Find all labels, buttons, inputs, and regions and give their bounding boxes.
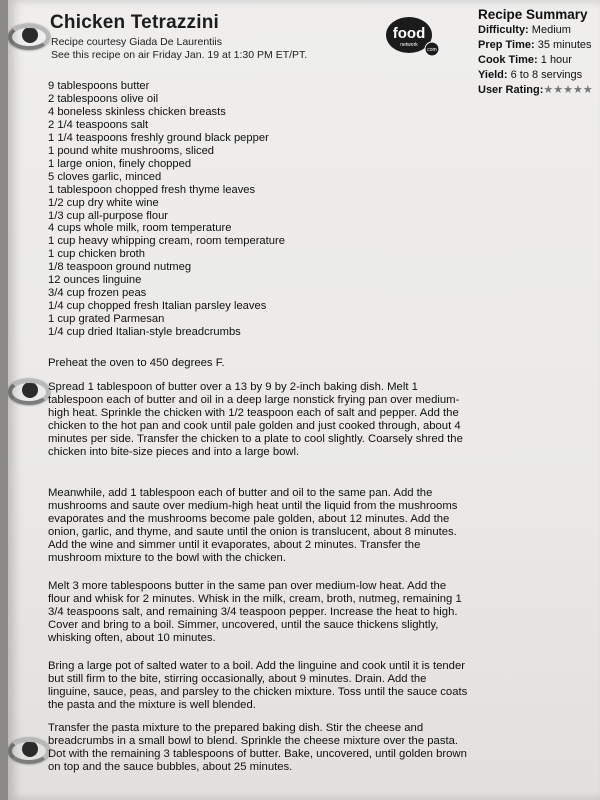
ingredient-item: 1 cup chicken broth (48, 248, 146, 261)
recipe-title: Chicken Tetrazzini (50, 12, 220, 33)
summary-difficulty (478, 23, 600, 38)
ingredient-item: 1/4 cup dried Italian-style breadcrumbs (48, 326, 241, 339)
ingredient-item: 9 tablespoons butter (48, 80, 150, 92)
summary-yield (478, 68, 600, 83)
recipe-page (8, 0, 600, 800)
prep-value: 35 minutes (537, 39, 592, 51)
binder-ring (8, 379, 50, 405)
ingredient-item: 1 1/4 teaspoons freshly ground black pepper (48, 131, 269, 144)
ingredient-item: 1/8 teaspoon ground nutmeg (48, 261, 192, 274)
cook-value: 1 hour (540, 54, 572, 66)
ingredient-item: 1 pound white mushrooms, sliced (48, 144, 215, 157)
rating-label: User Rating: (478, 84, 544, 96)
recipe-credits (51, 36, 307, 62)
summary-rating (478, 83, 600, 98)
food-network-logo (385, 16, 441, 56)
cook-label: Cook Time: (478, 54, 538, 66)
direction-step: Melt 3 more tablespoons butter in the same pan over medium-low heat. Add the flour and whisk for 2 minutes. Whisk in the milk, cream, broth, nutmeg, remaining 1 3/4 teaspoons salt, and remaining 3/4 teaspoon pepper. Increase the heat to high. Cover and bring to a boil. Simmer, uncovered, until the sauce thickens slightly, whisking often, about 10 minutes. (48, 580, 462, 644)
logo-word: food (392, 25, 426, 42)
ingredient-item: 1 cup grated Parmesan (48, 313, 165, 326)
recipe-summary (478, 7, 600, 98)
summary-heading: Recipe Summary (478, 7, 588, 22)
direction-step: Bring a large pot of salted water to a boil. Add the linguine and cook until it is tender but still firm to the bite, stirring occasionally, about 9 minutes. Drain. Add the linguine, sauce, peas, and parsley to the chicken mixture. Toss until the sauce coats the pasta and the mixture is well blended. (48, 660, 468, 711)
rating-stars-icon: ★★★★★ (543, 84, 593, 96)
ingredient-item: 4 boneless skinless chicken breasts (48, 105, 226, 118)
direction-step: Preheat the oven to 450 degrees F. (48, 357, 225, 369)
yield-value: 6 to 8 servings (510, 69, 583, 81)
ingredient-list (48, 80, 285, 339)
ingredient-item: 5 cloves garlic, minced (48, 170, 162, 183)
ingredient-item: 2 1/4 teaspoons salt (48, 118, 149, 131)
ingredient-item: 1/2 cup dry white wine (48, 196, 159, 209)
direction-step: Transfer the pasta mixture to the prepared baking dish. Stir the cheese and breadcrumbs in a small bowl to blend. Sprinkle the cheese mixture over the pasta. Dot with the remaining 3 tablespoons of butter. Bake, uncovered, until golden brown on top and the sauce bubbles, about 25 minutes. (48, 722, 467, 773)
ingredient-item: 2 tablespoons olive oil (48, 92, 159, 105)
ingredient-item: 4 cups whole milk, room temperature (48, 222, 232, 235)
ingredient-item: 1 cup heavy whipping cream, room temperature (48, 235, 285, 248)
prep-label: Prep Time: (478, 39, 535, 51)
ingredient-item: 3/4 cup frozen peas (48, 287, 147, 300)
yield-label: Yield: (478, 69, 508, 81)
binder-ring (8, 24, 50, 50)
logo-badge: com (427, 47, 437, 53)
difficulty-value: Medium (531, 24, 571, 36)
direction-step: Meanwhile, add 1 tablespoon each of butter and oil to the same pan. Add the mushrooms and saute over medium-high heat until the liquid from the mushrooms evaporates and the mushrooms become pale golden, about 12 minutes. Add the onion, garlic, and thyme, and saute until the onion is translucent, about 8 minutes. Add the wine and simmer until it evaporates, about 2 minutes. Transfer the mushroom mixture to the bowl with the chicken. (48, 487, 458, 564)
ingredient-item: 12 ounces linguine (48, 274, 142, 287)
summary-prep (478, 38, 600, 53)
binder-ring (8, 738, 50, 764)
ingredient-item: 1 tablespoon chopped fresh thyme leaves (48, 183, 256, 196)
ingredient-item: 1 large onion, finely chopped (48, 157, 192, 170)
recipe-courtesy: Recipe courtesy Giada De Laurentiis (51, 36, 223, 48)
ingredient-item: 1/3 cup all-purpose flour (48, 209, 169, 222)
recipe-airtime: See this recipe on air Friday Jan. 19 at 1:30 PM ET/PT. (51, 49, 308, 61)
ingredient-item: 1/4 cup chopped fresh Italian parsley leaves (48, 300, 267, 313)
logo-sub: network (400, 42, 418, 48)
summary-cook (478, 53, 600, 68)
difficulty-label: Difficulty: (478, 24, 529, 36)
direction-step: Spread 1 tablespoon of butter over a 13 by 9 by 2-inch baking dish. Melt 1 tablespoon each of butter and oil in a deep large nonstick frying pan over medium-high heat. Sprinkle the chicken with 1/2 teaspoon each of salt and pepper. Add the chicken to the hot pan and cook until pale golden and just cooked through, about 4 minutes per side. Transfer the chicken to a plate to cool slightly. Coarsely shred the chicken into bite-size pieces and into a large bowl. (48, 381, 463, 458)
